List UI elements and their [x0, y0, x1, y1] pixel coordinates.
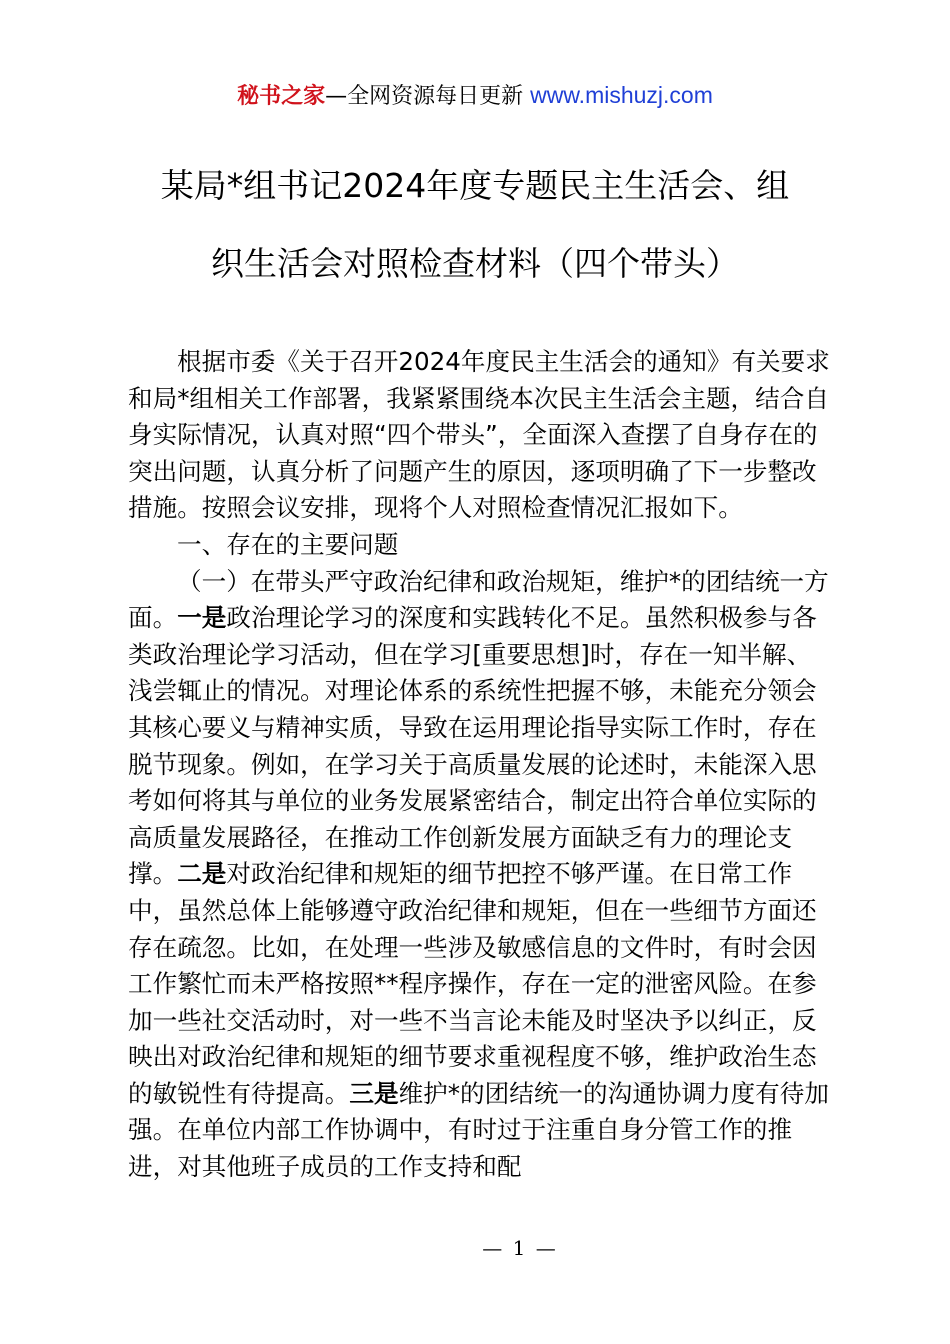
banner-tagline: —全网资源每日更新: [325, 84, 524, 109]
problem-paragraph: [128, 564, 834, 1186]
point-label-3: 三是: [349, 1078, 399, 1108]
title-line-1: 某局*组书记2024年度专题民主生活会、组: [160, 166, 790, 205]
intro-paragraph: 根据市委《关于召开2024年度民主生活会的通知》有关要求和局*组相关工作部署，我紧紧围绕本次民主生活会主题，结合自身实际情况，认真对照“四个带头”，全面深入查摆了自身存在的突出问题，认真分析了问题产生的原因，逐项明确了下一步整改措施。按照会议安排，现将个人对照检查情况汇报如下。: [128, 347, 830, 523]
title-line-2: 织生活会对照检查材料（四个带头）: [211, 244, 739, 283]
point-label-2: 二是: [177, 859, 227, 889]
banner-url-link[interactable]: www.mishuzj.com: [530, 82, 713, 108]
site-banner: [0, 80, 950, 112]
point-text-2: 对政治纪律和规矩的细节把控不够严谨。在日常工作中，虽然总体上能够遵守政治纪律和规矩，但在一些细节方面还存在疏忽。比如，在处理一些涉及敏感信息的文件时，有时会因工作繁忙而未严格按照**程序操作，存在一定的泄密风险。在参加一些社交活动时，对一些不当言论未能及时坚决予以纠正，反映出对政治纪律和规矩的细节要求重视程度不够，维护政治生态的敏锐性有待提高。: [128, 859, 817, 1108]
document-title: [100, 162, 850, 318]
document-body: [128, 344, 834, 1186]
point-text-1: 政治理论学习的深度和实践转化不足。虽然积极参与各类政治理论学习活动，但在学习[重要思想]时，存在一知半解、浅尝辄止的情况。对理论体系的系统性把握不够，未能充分领会其核心要义与精神实质，导致在运用理论指导实际工作时，存在脱节现象。例如，在学习关于高质量发展的论述时，未能深入思考如何将其与单位的业务发展紧密结合，制定出符合单位实际的高质量发展路径，在推动工作创新发展方面缺乏有力的理论支撑。: [128, 603, 817, 889]
page-number: — 1 —: [482, 1236, 558, 1260]
banner-brand: 秘书之家: [237, 84, 326, 109]
subsection-lead: （一）在带头严守政治纪律和政治规矩，维护*的团结统一方面。: [128, 566, 829, 633]
point-label-1: 一是: [177, 603, 227, 633]
section-heading: 一、存在的主要问题: [177, 529, 399, 559]
point-text-3: 维护*的团结统一的沟通协调力度有待加强。在单位内部工作协调中，有时过于注重自身分管工作的推进，对其他班子成员的工作支持和配: [128, 1078, 829, 1182]
